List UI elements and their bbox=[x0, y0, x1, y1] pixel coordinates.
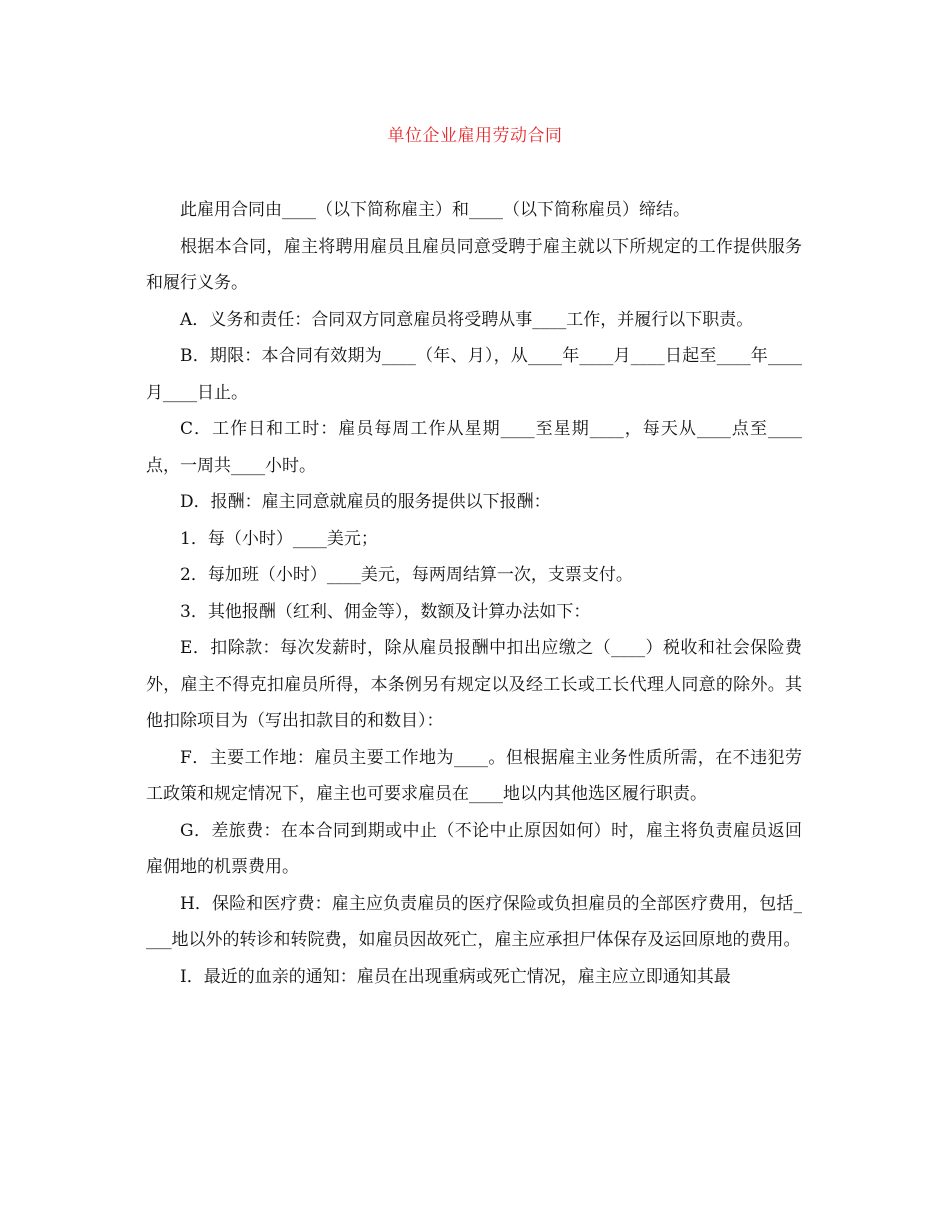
document-title: 单位企业雇用劳动合同 bbox=[387, 126, 563, 146]
paragraph-d1-hourly: 1．每（小时）____美元； bbox=[180, 528, 378, 549]
paragraph-b-term: B．期限：本合同有效期为____（年、月），从____年____月____日起至____年____月____日止。 bbox=[146, 346, 802, 403]
paragraph-f-workplace: F．主要工作地：雇员主要工作地为____。但根据雇主业务性质所需，在不违犯劳工政策和规定情况下，雇主也可要求雇员在____地以内其他选区履行职责。 bbox=[146, 747, 802, 804]
paragraph-h-insurance: H．保险和医疗费：雇主应负责雇员的医疗保险或负担雇员的全部医疗费用，包括____地以外的转诊和转院费，如雇员因故死亡，雇主应承担尸体保存及运回原地的费用。 bbox=[146, 893, 802, 950]
paragraph-a-duties: A．义务和责任：合同双方同意雇员将受聘从事____工作，并履行以下职责。 bbox=[180, 309, 754, 330]
paragraph-intro: 此雇用合同由____（以下简称雇主）和____（以下简称雇员）缔结。 bbox=[180, 200, 690, 220]
paragraph-i-notice: I．最近的血亲的通知：雇员在出现重病或死亡情况，雇主应立即通知其最 bbox=[180, 966, 731, 987]
paragraph-g-travel: G．差旅费：在本合同到期或中止（不论中止原因如何）时，雇主将负责雇员返回雇佣地的机票费用。 bbox=[146, 820, 802, 877]
paragraph-e-deductions: E．扣除款：每次发薪时，除从雇员报酬中扣出应缴之（____）税收和社会保险费外，雇主不得克扣雇员所得，本条例另有规定以及经工长或工长代理人同意的除外。其他扣除项目为（写出扣款目的和数目）： bbox=[146, 638, 802, 731]
paragraph-d2-overtime: 2．每加班（小时）____美元，每两周结算一次，支票支付。 bbox=[180, 565, 633, 585]
paragraph-d3-other: 3．其他报酬（红利、佣金等），数额及计算办法如下： bbox=[180, 601, 591, 622]
paragraph-c-hours: C．工作日和工时：雇员每周工作从星期____至星期____，每天从____点至____点，一周共____小时。 bbox=[146, 419, 802, 476]
paragraph-basis: 根据本合同，雇主将聘用雇员且雇员同意受聘于雇主就以下所规定的工作提供服务和履行义务。 bbox=[146, 236, 802, 293]
paragraph-d-pay: D．报酬：雇主同意就雇员的服务提供以下报酬： bbox=[180, 492, 551, 512]
document-body bbox=[146, 192, 802, 995]
